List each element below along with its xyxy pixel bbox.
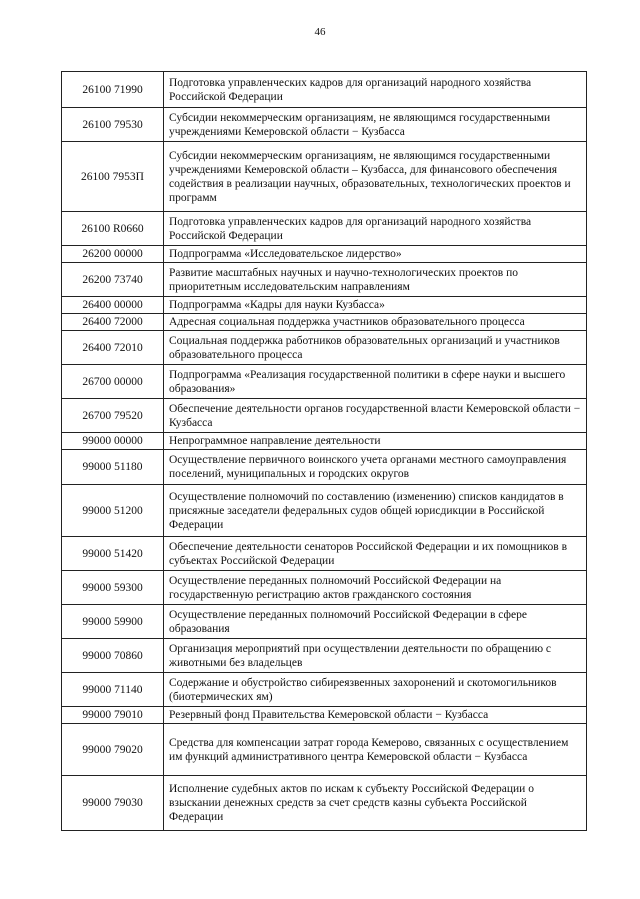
row-code: 26200 00000 (62, 246, 164, 263)
table-row (62, 707, 587, 724)
row-code: 99000 00000 (62, 433, 164, 450)
row-code: 99000 51180 (62, 450, 164, 485)
row-description: Организация мероприятий при осуществлении деятельности по обращению с животными без владельцев (164, 639, 587, 673)
table-row (62, 485, 587, 537)
row-description: Обеспечение деятельности сенаторов Российской Федерации и их помощников в субъектах Российской Федерации (164, 537, 587, 571)
row-code: 26100 R0660 (62, 212, 164, 246)
row-description: Подпрограмма «Исследовательское лидерство» (164, 246, 587, 263)
row-description: Подготовка управленческих кадров для организаций народного хозяйства Российской Федерации (164, 72, 587, 108)
row-description: Субсидии некоммерческим организациям, не являющимся государственными учреждениями Кемеровской области – Кузбасса, для финансового обеспечения содействия в реализации научных, образовательных, технологических проектов и программ (164, 142, 587, 212)
row-code: 26200 73740 (62, 263, 164, 297)
row-code: 26700 79520 (62, 399, 164, 433)
table-row (62, 314, 587, 331)
row-description: Осуществление первичного воинского учета органами местного самоуправления поселений, муниципальных и городских округов (164, 450, 587, 485)
budget-classification-table (61, 71, 587, 831)
table-row (62, 450, 587, 485)
table-row (62, 108, 587, 142)
row-code: 99000 51420 (62, 537, 164, 571)
table-row (62, 263, 587, 297)
table-row (62, 571, 587, 605)
table-row (62, 639, 587, 673)
table-row (62, 433, 587, 450)
table-row (62, 724, 587, 776)
row-code: 26100 71990 (62, 72, 164, 108)
table-row (62, 297, 587, 314)
row-description: Средства для компенсации затрат города Кемерово, связанных с осуществлением им функций административного центра Кемеровской области − Кузбасса (164, 724, 587, 776)
table-row (62, 399, 587, 433)
row-code: 99000 51200 (62, 485, 164, 537)
row-code: 99000 79020 (62, 724, 164, 776)
row-code: 99000 79010 (62, 707, 164, 724)
row-description: Содержание и обустройство сибиреязвенных захоронений и скотомогильников (биотермических ям) (164, 673, 587, 707)
table-row (62, 605, 587, 639)
row-code: 99000 71140 (62, 673, 164, 707)
row-code: 26700 00000 (62, 365, 164, 399)
row-description: Субсидии некоммерческим организациям, не являющимся государственными учреждениями Кемеровской области − Кузбасса (164, 108, 587, 142)
table-row (62, 72, 587, 108)
row-code: 26100 79530 (62, 108, 164, 142)
page-number: 46 (314, 26, 326, 38)
table-row (62, 142, 587, 212)
row-description: Подготовка управленческих кадров для организаций народного хозяйства Российской Федерации (164, 212, 587, 246)
row-description: Осуществление переданных полномочий Российской Федерации на государственную регистрацию актов гражданского состояния (164, 571, 587, 605)
row-description: Осуществление переданных полномочий Российской Федерации в сфере образования (164, 605, 587, 639)
table-row (62, 331, 587, 365)
table-row (62, 246, 587, 263)
row-code: 26400 00000 (62, 297, 164, 314)
row-description: Резервный фонд Правительства Кемеровской области − Кузбасса (164, 707, 587, 724)
table-row (62, 537, 587, 571)
row-code: 99000 59300 (62, 571, 164, 605)
row-description: Непрограммное направление деятельности (164, 433, 587, 450)
row-description: Развитие масштабных научных и научно-технологических проектов по приоритетным исследовательским направлениям (164, 263, 587, 297)
table-row (62, 673, 587, 707)
row-description: Обеспечение деятельности органов государственной власти Кемеровской области − Кузбасса (164, 399, 587, 433)
row-code: 26400 72000 (62, 314, 164, 331)
row-description: Социальная поддержка работников образовательных организаций и участников образовательного процесса (164, 331, 587, 365)
row-description: Подпрограмма «Кадры для науки Кузбасса» (164, 297, 587, 314)
row-code: 26400 72010 (62, 331, 164, 365)
row-description: Осуществление полномочий по составлению (изменению) списков кандидатов в присяжные заседатели федеральных судов общей юрисдикции в Российской Федерации (164, 485, 587, 537)
row-code: 99000 70860 (62, 639, 164, 673)
table-row (62, 776, 587, 831)
row-code: 26100 7953П (62, 142, 164, 212)
row-description: Подпрограмма «Реализация государственной политики в сфере науки и высшего образования» (164, 365, 587, 399)
table-row (62, 365, 587, 399)
row-description: Исполнение судебных актов по искам к субъекту Российской Федерации о взыскании денежных средств за счет средств казны субъекта Российской Федерации (164, 776, 587, 831)
row-description: Адресная социальная поддержка участников образовательного процесса (164, 314, 587, 331)
table-row (62, 212, 587, 246)
row-code: 99000 59900 (62, 605, 164, 639)
row-code: 99000 79030 (62, 776, 164, 831)
